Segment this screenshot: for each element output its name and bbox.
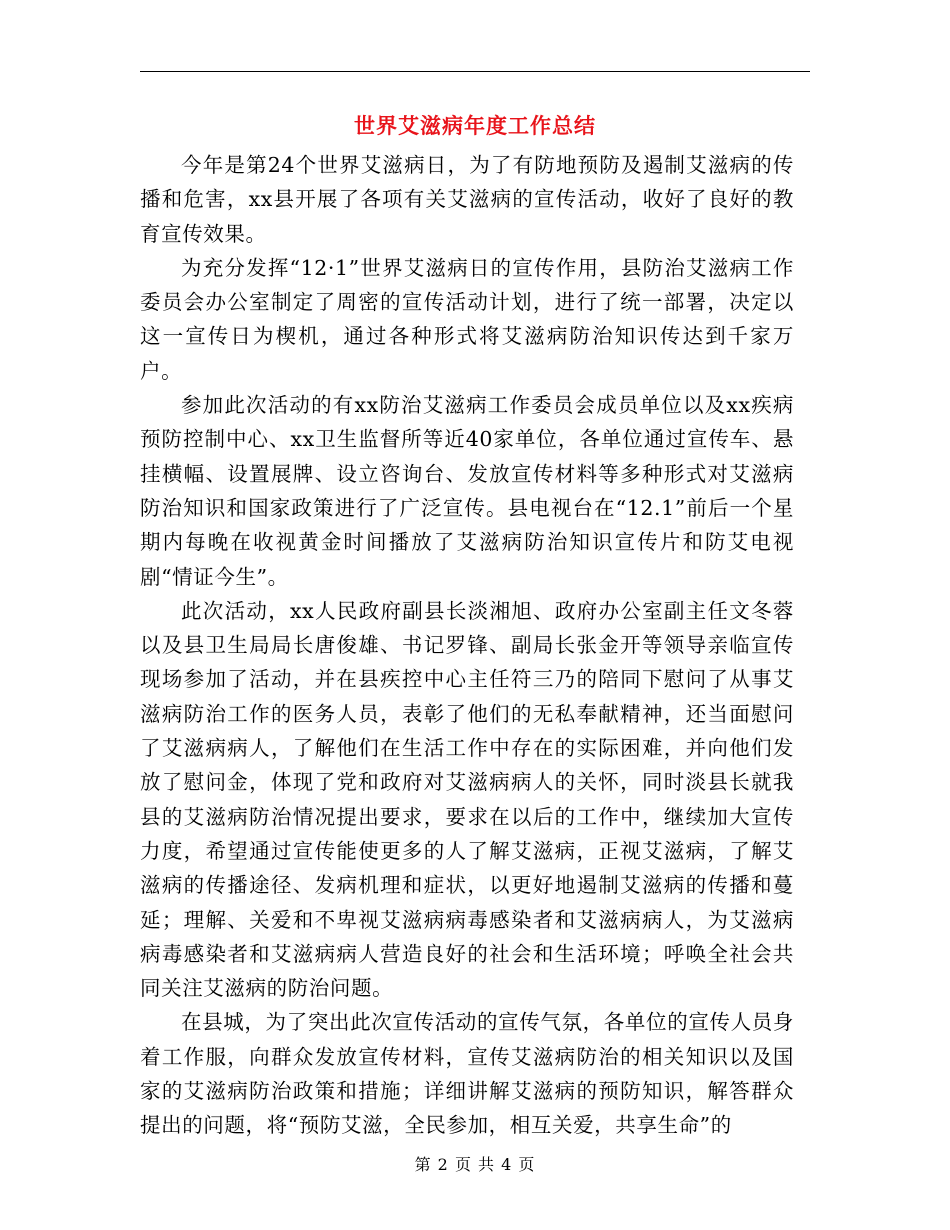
header-rule: [140, 71, 810, 72]
paragraph-2: 为充分发挥“12·1”世界艾滋病日的宣传作用，县防治艾滋病工作委员会办公室制定了周密的宣传活动计划，进行了统一部署，决定以这一宣传日为楔机，通过各种形式将艾滋病防治知识传达到千家万户。: [140, 255, 794, 383]
paragraph-5: 在县城，为了突出此次宣传活动的宣传气氛，各单位的宣传人员身着工作服，向群众发放宣传材料，宣传艾滋病防治的相关知识以及国家的艾滋病防治政策和措施；详细讲解艾滋病的预防知识，解答群众提出的问题，将“预防艾滋，全民参加，相互关爱，共享生命”的: [140, 1010, 794, 1138]
paragraph-3: 参加此次活动的有xx防治艾滋病工作委员会成员单位以及xx疾病预防控制中心、xx卫生监督所等近40家单位，各单位通过宣传车、悬挂横幅、设置展牌、设立咨询台、发放宣传材料等多种形式对艾滋病防治知识和国家政策进行了广泛宣传。县电视台在“12.1”前后一个星期内每晚在收视黄金时间播放了艾滋病防治知识宣传片和防艾电视剧“情证今生”。: [140, 393, 794, 589]
document-body: [140, 148, 794, 1143]
document-title: 世界艾滋病年度工作总结: [354, 113, 596, 138]
page-number: 第 2 页 共 4 页: [414, 1155, 536, 1174]
paragraph-1: 今年是第24个世界艾滋病日，为了有防地预防及遏制艾滋病的传播和危害，xx县开展了各项有关艾滋病的宣传活动，收好了良好的教育宣传效果。: [140, 153, 794, 246]
paragraph-4: 此次活动，xx人民政府副县长淡湘旭、政府办公室副主任文冬蓉以及县卫生局局长唐俊雄、书记罗锋、副局长张金开等领导亲临宣传现场参加了活动，并在县疾控中心主任符三乃的陪同下慰问了从事艾滋病防治工作的医务人员，表彰了他们的无私奉献精神，还当面慰问了艾滋病病人，了解他们在生活工作中存在的实际困难，并向他们发放了慰问金，体现了党和政府对艾滋病病人的关怀，同时淡县长就我县的艾滋病防治情况提出要求，要求在以后的工作中，继续加大宣传力度，希望通过宣传能使更多的人了解艾滋病，正视艾滋病，了解艾滋病的传播途径、发病机理和症状，以更好地遏制艾滋病的传播和蔓延；理解、关爱和不卑视艾滋病病毒感染者和艾滋病病人，为艾滋病病毒感染者和艾滋病病人营造良好的社会和生活环境；呼唤全社会共同关注艾滋病的防治问题。: [140, 598, 794, 1001]
